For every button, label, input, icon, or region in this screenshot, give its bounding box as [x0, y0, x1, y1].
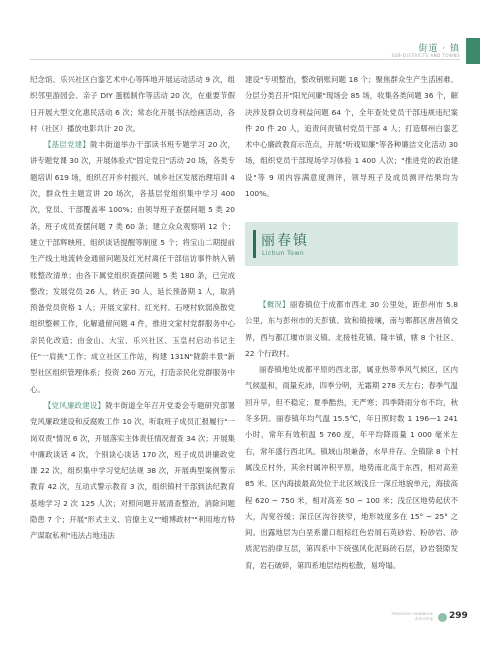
section-title: 街道 · 镇 [418, 44, 460, 54]
banner-accent-bar [253, 230, 256, 258]
left-column [30, 72, 235, 545]
heading-overview: 【概况】 [259, 300, 290, 309]
paragraph-integrity [30, 398, 235, 545]
integrity-text: 陇丰街道全年召开党委会专题研究部署党风廉政建设和反腐败工作 10 次，听取班子成员汇报履行"一岗双责"情况 6 次，开展落实主体责任情况督查 34 次；开展集中廉政谈话 4 次，个别谈心谈话 170 次，班子成员讲廉政党课 22 次，组织集中学习党纪法规 38 次，开展典型案例警示教育 42 次，互动式警示教育 3 次，组织镇村干部到法纪教育基地学习 2 次 125 人次；对照问题开展清查整治，消除问题隐患 7 个；开展"形式主义、官僚主义""蜡博政材""利用地方特产谋取私利"违法占地违法 [30, 400, 235, 541]
header-divider [30, 59, 460, 60]
yearbook-mark: PENGZHOU YEARBOOK 彭州市年鉴 [391, 612, 433, 621]
right-column-top [245, 72, 458, 202]
paragraph-integrity-cont: 建设"专项整治，整改销账问题 18 个；聚焦群众生产生活困难、分层分类召开"阳光问廉"现场会 85 场，收集各类问题 36 个，解决涉及群众切身利益问题 64 个，全年查处党员干部违规违纪案件 20 件 20 人，追责问责镇村党员干部 4 人；打造郫州白銮艺术中心廉政教育示范点，开展"听戏知廉"等各种廉洁文化活动 30 场，组织党员干部现场学习体验 1 400 人次；"推进党的政治建设"等 9 项内容满意度测评，领导班子及成员测评结果均为 100%。 [245, 75, 458, 199]
section-subtitle: SUB-DISTRICTS AND TOWNS [391, 53, 460, 58]
heading-integrity: 【党风廉政建设】 [44, 400, 106, 410]
heading-party-building: 【基层党建】 [44, 140, 91, 150]
town-banner [245, 222, 458, 266]
paragraph-geography: 丽春镇地处成都平原的西北部，属亚热带季风气候区，区内气候温和，雨量充沛，四季分明，无霜期 278 天左右；春季气温回升早，但不稳定；夏季酷热，无严寒；四季降雨分布不均，秋冬多阴。丽春镇年均气温 15.5℃，年日照时数 1 196—1 241 小时，常年有效积温 5 760 度，年平均降雨量 1 000 毫米左右，常年盛行西北风。镇域山坝兼备，水旱并存。全镇除 8 个村属浅丘村外，其余村属冲积平原，地势南北高于东西，相对高差 85 米。区内海拔最高处位于北区域浅丘一深丘地貌单元，海拔高程 620 ~ 750 米，相对高差 50 ~ 100 米；浅丘区地势起伏不大，沟宽谷缓；深丘区沟谷狭窄，地形坡度多在 15° ~ 25° 之间。出露地层为白垩系灌口组棕红色岩屑石英砂岩、粉砂岩、砂质泥岩韵律互层，第四系中下统强风化泥砾砖石层，砂岩裂隙发育，岩石破碎，第四系地层结构松散，易垮塌。 [245, 365, 458, 570]
overview-text: 丽春镇位于成都市西北 30 公里处，距彭州市 5.8 公里，东与彭州市的天彭镇、致和镇接壤，南与郫都区唐昌镇交界，西与都江堰市崇义镇、北接桂花镇、隆丰镇，辖 8 个社区、22 个行政村。 [245, 300, 458, 358]
right-column-bottom [245, 297, 458, 574]
paragraph-culture: 纪念馆、乐兴社区白銮艺术中心等阵地开展运动活动 9 次，组织邻里游园会、亲子 DIY 蛋糕制作等活动 20 次，在重要节假日开展大型文化惠民活动 6 次；常态化开展书法绘画活动，各村（社区）播放电影共计 20 次。 [30, 75, 235, 133]
paragraph-party-building [30, 137, 235, 398]
town-title: 丽春镇 [261, 233, 309, 249]
page-number: 299 [449, 611, 468, 621]
page-number-dot [438, 613, 447, 622]
paragraph-overview [245, 297, 458, 362]
section-tab-marker [466, 38, 480, 64]
town-subtitle: Lichun Town [262, 250, 305, 257]
party-building-text: 陇丰街道举办干部读书班专题学习 20 次，讲专题党课 30 次，开展体验式"固定党日"活动 20 场，各类专题培训 619 场，组织召开乡村振兴、城乡社区发展治理培训 4 次，群众性主题宣讲 20 场次，各基层党组织集中学习 400 次，党员、干部覆盖率 100%；由领导班子查摆问题 5 类 20 条，班子成员查摆问题 7 类 60 条；建立众众观察哨 12 个；建立干部辉映班、组织谈话提醒等制度 5 个；将宝山二期提前生产线土地流转金通留问题及红光村离任干部信访事件纳入销账整改清单；由各下属党组织查摆问题 5 类 180 条，已完成整改；发展党员 26 人，转正 30 人，延长预备期 1 人，取消预备党员资格 1 人；开展文家村、红光村、石埂村软弱涣散党组织整顿工作，化解遗留问题 4 件，推进文家村党群服务中心亲民化改造；由金山、大宝、乐兴社区、玉皇村启动书记主任"一肩挑"工作；成立社区工作站，构建 131N"陇蔚丰景"新型社区组织管理体系；投资 260 万元，打造亲民化党群服务中心。 [30, 140, 235, 394]
